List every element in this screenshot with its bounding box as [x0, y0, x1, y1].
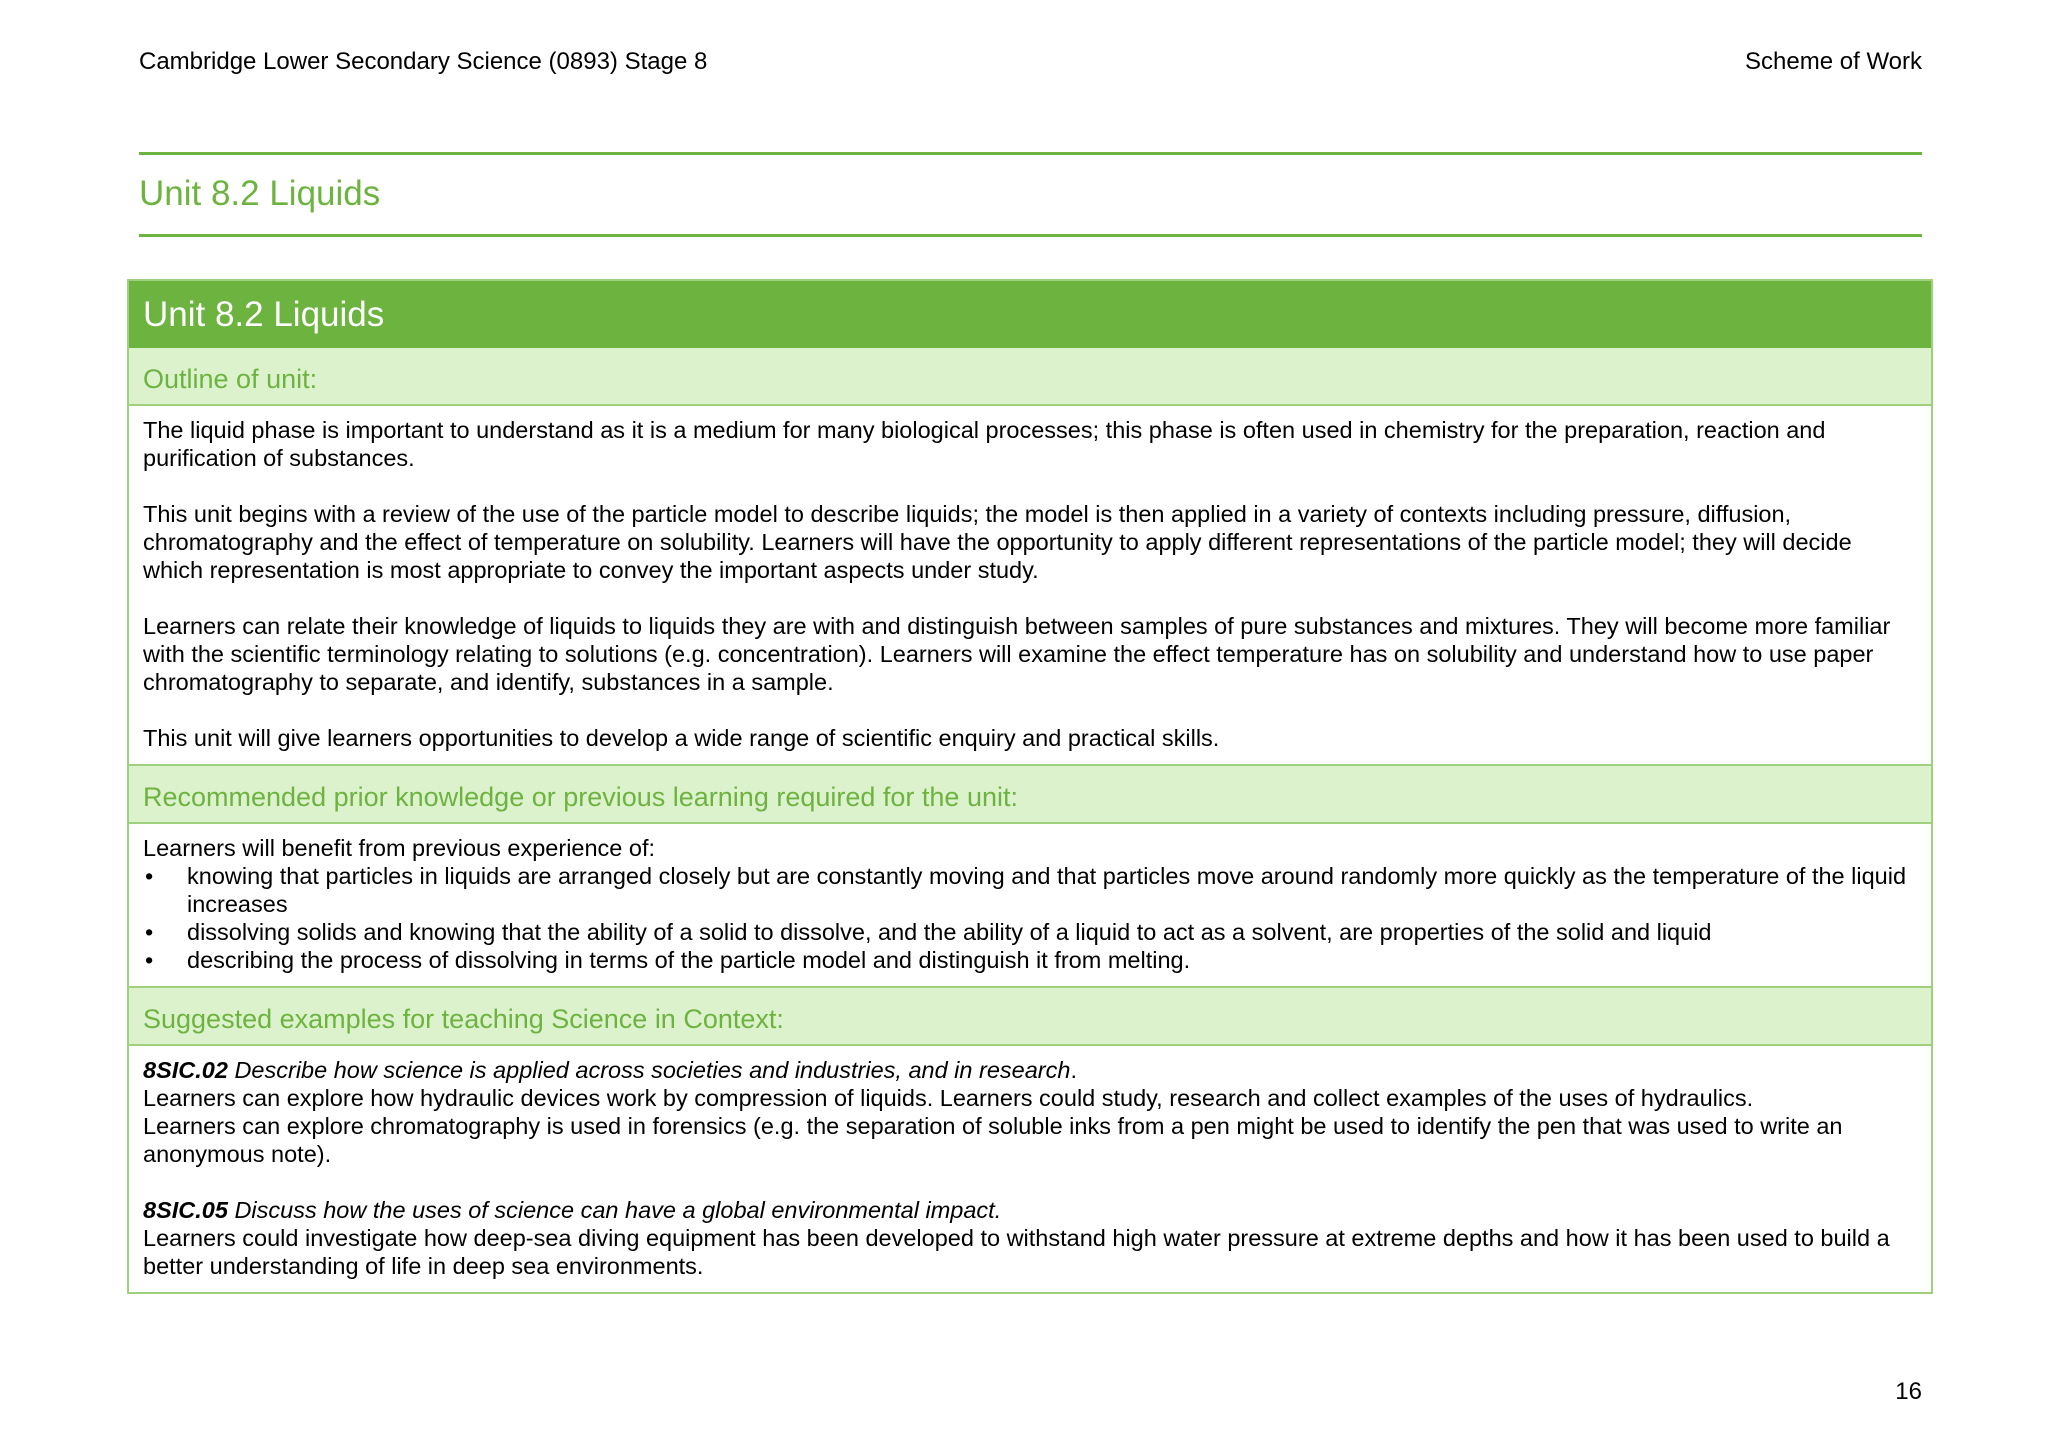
unit-heading: Unit 8.2 Liquids [139, 174, 381, 213]
outline-content [129, 406, 1931, 764]
list-item-text: knowing that particles in liquids are arranged closely but are constantly moving and that particles move around randomly more quickly as the temperature of the liquid increases [187, 863, 1907, 917]
context-block [143, 1196, 1913, 1280]
header-document-title: Cambridge Lower Secondary Science (0893) Stage 8 [139, 48, 708, 75]
bullet-icon: • [145, 947, 154, 973]
context-line: Learners can explore chromatography is used in forensics (e.g. the separation of soluble inks from a pen might be used to identify the pen that was used to write an anonymous note). [143, 1113, 1843, 1167]
context-block [143, 1056, 1913, 1168]
unit-table-title: Unit 8.2 Liquids [129, 281, 1931, 348]
context-description: Describe how science is applied across societies and industries, and in research [227, 1057, 1071, 1083]
unit-table [127, 279, 1933, 1294]
outline-paragraph: The liquid phase is important to understand as it is a medium for many biological processes; this phase is often used in chemistry for the preparation, reaction and purification of substances. [143, 417, 1826, 471]
context-trail: . [1070, 1057, 1077, 1083]
science-in-context-heading: Suggested examples for teaching Science in Context: [129, 986, 1931, 1046]
outline-paragraph: This unit begins with a review of the use of the particle model to describe liquids; the model is then applied in a variety of contexts including pressure, diffusion, chromatography and the effect of temperature on solubility. Learners will have the opportunity to apply different representations of the particle model; they will decide which representation is most appropriate to convey the important aspects under study. [143, 501, 1852, 583]
prior-knowledge-intro: Learners will benefit from previous experience of: [143, 835, 656, 861]
list-item [143, 946, 1913, 974]
list-item [143, 862, 1913, 918]
page-number: 16 [1895, 1378, 1922, 1405]
context-code: 8SIC.05 [143, 1197, 228, 1223]
list-item [143, 918, 1913, 946]
context-statement [143, 1196, 1913, 1224]
outline-paragraph: Learners can relate their knowledge of liquids to liquids they are with and distinguish between samples of pure substances and mixtures. They will become more familiar with the scientific terminology relating to solutions (e.g. concentration). Learners will examine the effect temperature has on solubility and understand how to use paper chromatography to separate, and identify, substances in a sample. [143, 613, 1891, 695]
science-in-context-content [129, 1046, 1931, 1292]
bullet-icon: • [145, 919, 154, 945]
list-item-text: dissolving solids and knowing that the ability of a solid to dissolve, and the ability of a liquid to act as a solvent, are properties of the solid and liquid [187, 919, 1712, 945]
prior-knowledge-heading: Recommended prior knowledge or previous learning required for the unit: [129, 764, 1931, 824]
context-description: Discuss how the uses of science can have a global environmental impact. [227, 1197, 1002, 1223]
outline-heading: Outline of unit: [129, 348, 1931, 406]
heading-rule-bottom [139, 234, 1922, 237]
context-code: 8SIC.02 [143, 1057, 228, 1083]
outline-paragraph: This unit will give learners opportunities to develop a wide range of scientific enquiry and practical skills. [143, 725, 1220, 751]
context-line: Learners could investigate how deep-sea diving equipment has been developed to withstand high water pressure at extreme depths and how it has been used to build a better understanding of life in deep sea environments. [143, 1225, 1890, 1279]
heading-rule-top [139, 152, 1922, 155]
prior-knowledge-list [143, 862, 1913, 974]
list-item-text: describing the process of dissolving in terms of the particle model and distinguish it from melting. [187, 947, 1191, 973]
bullet-icon: • [145, 863, 154, 889]
context-statement [143, 1056, 1913, 1084]
context-line: Learners can explore how hydraulic devices work by compression of liquids. Learners could study, research and collect examples of the uses of hydraulics. [143, 1085, 1754, 1111]
header-document-type: Scheme of Work [1745, 48, 1922, 75]
prior-knowledge-content [129, 824, 1931, 986]
